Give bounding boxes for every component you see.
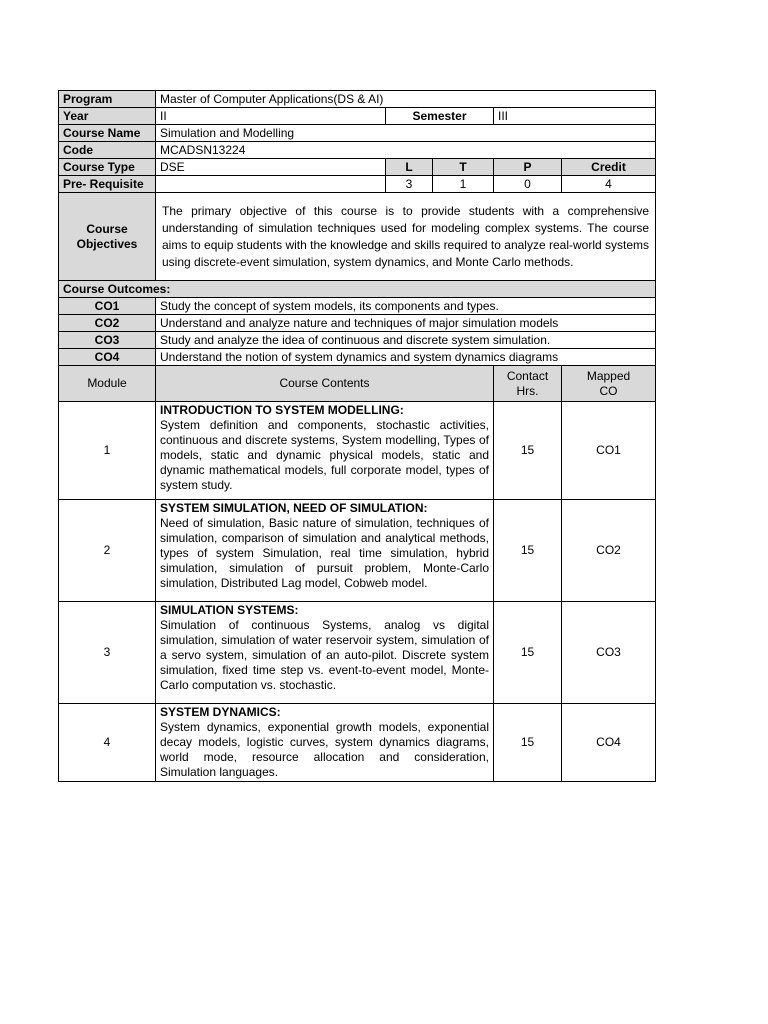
module-row: [59, 602, 656, 704]
module-hours: 15: [494, 602, 562, 704]
l-value: 3: [386, 176, 433, 193]
program-row: [59, 91, 656, 108]
outcome-text: Understand and analyze nature and techniques of major simulation models: [156, 315, 656, 332]
module-title: SIMULATION SYSTEMS:: [160, 603, 299, 617]
module-row: [59, 500, 656, 602]
module-co: CO4: [562, 704, 656, 782]
module-header: Module: [59, 366, 156, 402]
contact-header-line2: Hrs.: [516, 383, 539, 398]
outcome-code: CO4: [59, 349, 156, 366]
credit-header: Credit: [562, 159, 656, 176]
objectives-label: [59, 193, 156, 281]
outcome-row: [59, 315, 656, 332]
semester-label: Semester: [386, 108, 494, 125]
outcome-text: Study and analyze the idea of continuous and discrete system simulation.: [156, 332, 656, 349]
l-header: L: [386, 159, 433, 176]
outcome-text: Study the concept of system models, its components and types.: [156, 298, 656, 315]
year-row: [59, 108, 656, 125]
contact-header: [494, 366, 562, 402]
module-body: System definition and components, stochastic activities, continuous and discrete systems, System modelling, Types of models, static and dynamic physical models, static and dynamic mathematical models, full corporate model, types of system study.: [160, 418, 489, 492]
modules-header-row: [59, 366, 656, 402]
mapped-header: [562, 366, 656, 402]
outcome-code: CO2: [59, 315, 156, 332]
contact-header-line1: Contact: [506, 368, 549, 383]
module-hours: 15: [494, 402, 562, 500]
module-body: Simulation of continuous Systems, analog vs digital simulation, simulation of water reservoir system, simulation of a servo system, simulation of an auto-pilot. Discrete system simulation, fixed time step vs. event-to-event model, Monte-Carlo computation vs. stochastic.: [160, 618, 489, 692]
course-name-value: Simulation and Modelling: [156, 125, 656, 142]
program-value: Master of Computer Applications(DS & AI): [156, 91, 656, 108]
year-label: Year: [59, 108, 156, 125]
module-contents: [156, 402, 494, 500]
semester-value: III: [494, 108, 656, 125]
module-hours: 15: [494, 500, 562, 602]
module-row: [59, 402, 656, 500]
module-row: [59, 704, 656, 782]
module-co: CO3: [562, 602, 656, 704]
course-type-row: [59, 159, 656, 176]
course-name-row: [59, 125, 656, 142]
outcome-row: [59, 298, 656, 315]
credit-value: 4: [562, 176, 656, 193]
module-title: SYSTEM DYNAMICS:: [160, 705, 281, 719]
module-number: 2: [59, 500, 156, 602]
p-header: P: [494, 159, 562, 176]
prereq-row: [59, 176, 656, 193]
contents-header: Course Contents: [156, 366, 494, 402]
code-label: Code: [59, 142, 156, 159]
module-co: CO2: [562, 500, 656, 602]
course-syllabus-sheet: [58, 90, 655, 782]
outcome-row: [59, 349, 656, 366]
outcome-code: CO1: [59, 298, 156, 315]
course-type-label: Course Type: [59, 159, 156, 176]
syllabus-table: [58, 90, 656, 782]
objectives-text: The primary objective of this course is to provide students with a comprehensive understanding of simulation techniques used for modeling complex systems. The course aims to equip students with the knowledge and skills required to analyze real-world systems using discrete-event simulation, system dynamics, and Monte Carlo methods.: [156, 193, 656, 281]
module-co: CO1: [562, 402, 656, 500]
objectives-row: [59, 193, 656, 281]
prereq-value: [156, 176, 386, 193]
program-label: Program: [59, 91, 156, 108]
outcome-row: [59, 332, 656, 349]
outcome-code: CO3: [59, 332, 156, 349]
code-row: [59, 142, 656, 159]
p-value: 0: [494, 176, 562, 193]
course-type-value: DSE: [156, 159, 386, 176]
module-hours: 15: [494, 704, 562, 782]
module-number: 1: [59, 402, 156, 500]
prereq-label: Pre- Requisite: [59, 176, 156, 193]
module-number: 4: [59, 704, 156, 782]
mapped-header-line1: Mapped: [586, 368, 631, 383]
course-name-label: Course Name: [59, 125, 156, 142]
module-title: SYSTEM SIMULATION, NEED OF SIMULATION:: [160, 501, 428, 515]
module-number: 3: [59, 602, 156, 704]
outcome-text: Understand the notion of system dynamics and system dynamics diagrams: [156, 349, 656, 366]
outcomes-heading-row: [59, 281, 656, 298]
year-value: II: [156, 108, 386, 125]
module-contents: [156, 704, 494, 782]
t-header: T: [433, 159, 494, 176]
objectives-label-line1: Course: [86, 221, 128, 236]
code-value: MCADSN13224: [156, 142, 656, 159]
module-body: Need of simulation, Basic nature of simulation, techniques of simulation, comparison of simulation and analytical methods, types of system Simulation, real time simulation, hybrid simulation, simulation of pursuit problem, Monte-Carlo simulation, Distributed Lag model, Cobweb model.: [160, 516, 489, 590]
objectives-label-line2: Objectives: [76, 236, 138, 251]
module-body: System dynamics, exponential growth models, exponential decay models, logistic curves, system dynamics diagrams, world mode, resource allocation and consideration, Simulation languages.: [160, 720, 489, 779]
mapped-header-line2: CO: [599, 383, 618, 398]
module-title: INTRODUCTION TO SYSTEM MODELLING:: [160, 403, 404, 417]
module-contents: [156, 602, 494, 704]
outcomes-heading: Course Outcomes:: [59, 281, 656, 298]
t-value: 1: [433, 176, 494, 193]
module-contents: [156, 500, 494, 602]
